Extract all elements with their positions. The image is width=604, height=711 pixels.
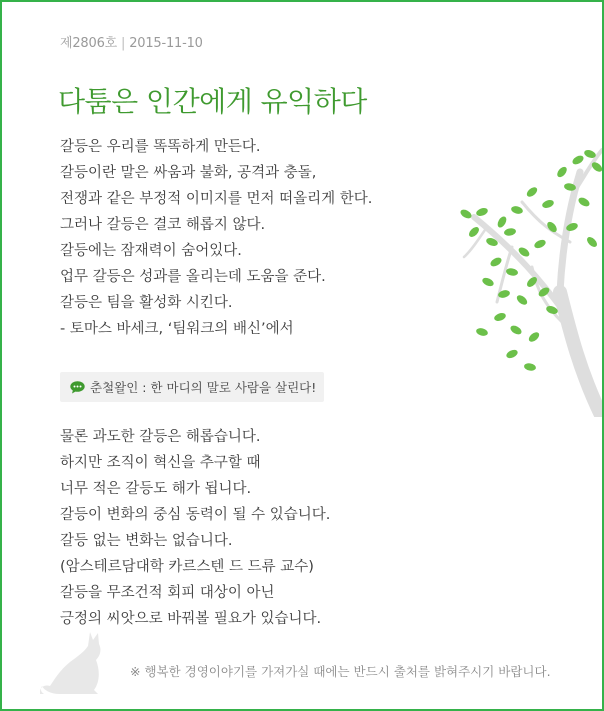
issue-date: 2015-11-10: [129, 36, 203, 51]
commentary-paragraph: [60, 424, 330, 632]
footer-note: ※ 행복한 경영이야기를 가져가실 때에는 반드시 출처를 밝혀주시기 바랍니다.: [130, 664, 551, 679]
leaf: [571, 154, 585, 166]
leaf: [509, 324, 523, 336]
quote-line: 갈등에는 잠재력이 숨어있다.: [60, 243, 242, 259]
page-title: 다툼은 인간에게 유익하다: [58, 85, 367, 118]
quote-line: 갈등은 팀을 활성화 시킨다.: [60, 295, 233, 311]
quote-paragraph: [60, 134, 372, 342]
leaf: [585, 235, 599, 249]
comment-text: 춘철왈인 : 한 마디의 말로 사람을 살린다!: [90, 380, 317, 395]
quote-line: 갈등은 우리를 똑똑하게 만든다.: [60, 139, 261, 155]
quote-line: 그러나 갈등은 결코 해롭지 않다.: [60, 217, 266, 233]
commentary-line: 갈등 없는 변화는 없습니다.: [60, 533, 233, 549]
leaf: [475, 327, 488, 337]
comment-banner: [60, 372, 324, 402]
leaf: [515, 293, 529, 306]
leaf: [481, 276, 495, 288]
cat-silhouette-icon: [40, 630, 110, 696]
meta-separator: |: [121, 36, 126, 51]
leaf: [505, 267, 518, 276]
quote-line: 업무 갈등은 성과를 올리는데 도움을 준다.: [60, 269, 326, 285]
quote-source: - 토마스 바세크, ‘팀워크의 배신’에서: [60, 321, 294, 337]
quote-line: 전쟁과 같은 부정적 이미지를 먼저 떠올리게 한다.: [60, 191, 373, 207]
commentary-line: (암스테르담대학 카르스텐 드 드류 교수): [60, 559, 314, 575]
leaf: [496, 215, 508, 229]
leaf: [541, 199, 555, 210]
leaf: [503, 227, 516, 236]
commentary-line: 갈등을 무조건적 회피 대상이 아닌: [60, 585, 275, 601]
leaf: [525, 185, 539, 198]
leaf: [467, 225, 481, 239]
leaf: [533, 238, 547, 250]
commentary-line: 긍정의 씨앗으로 바꿔볼 필요가 있습니다.: [60, 611, 322, 627]
commentary-line: 물론 과도한 갈등은 해롭습니다.: [60, 429, 261, 445]
issue-meta: [60, 32, 203, 51]
issue-number: 제2806호: [60, 36, 118, 51]
speech-bubble-icon: [70, 381, 85, 393]
leaf: [555, 165, 568, 179]
commentary-line: 하지만 조직이 혁신을 추구할 때: [60, 455, 261, 471]
leaf: [523, 362, 536, 371]
leaf: [459, 208, 473, 220]
quote-line: 갈등이란 말은 싸움과 불화, 공격과 충돌,: [60, 165, 317, 181]
commentary-line: 갈등이 변화의 중심 동력이 될 수 있습니다.: [60, 507, 331, 523]
leaf: [577, 196, 591, 208]
leaf: [505, 348, 519, 360]
leaf: [493, 312, 507, 323]
leaf: [527, 330, 541, 343]
commentary-line: 너무 적은 갈등도 해가 됩니다.: [60, 481, 252, 497]
tree-illustration: [452, 132, 602, 417]
leaf: [489, 256, 503, 268]
leaf: [510, 205, 523, 215]
